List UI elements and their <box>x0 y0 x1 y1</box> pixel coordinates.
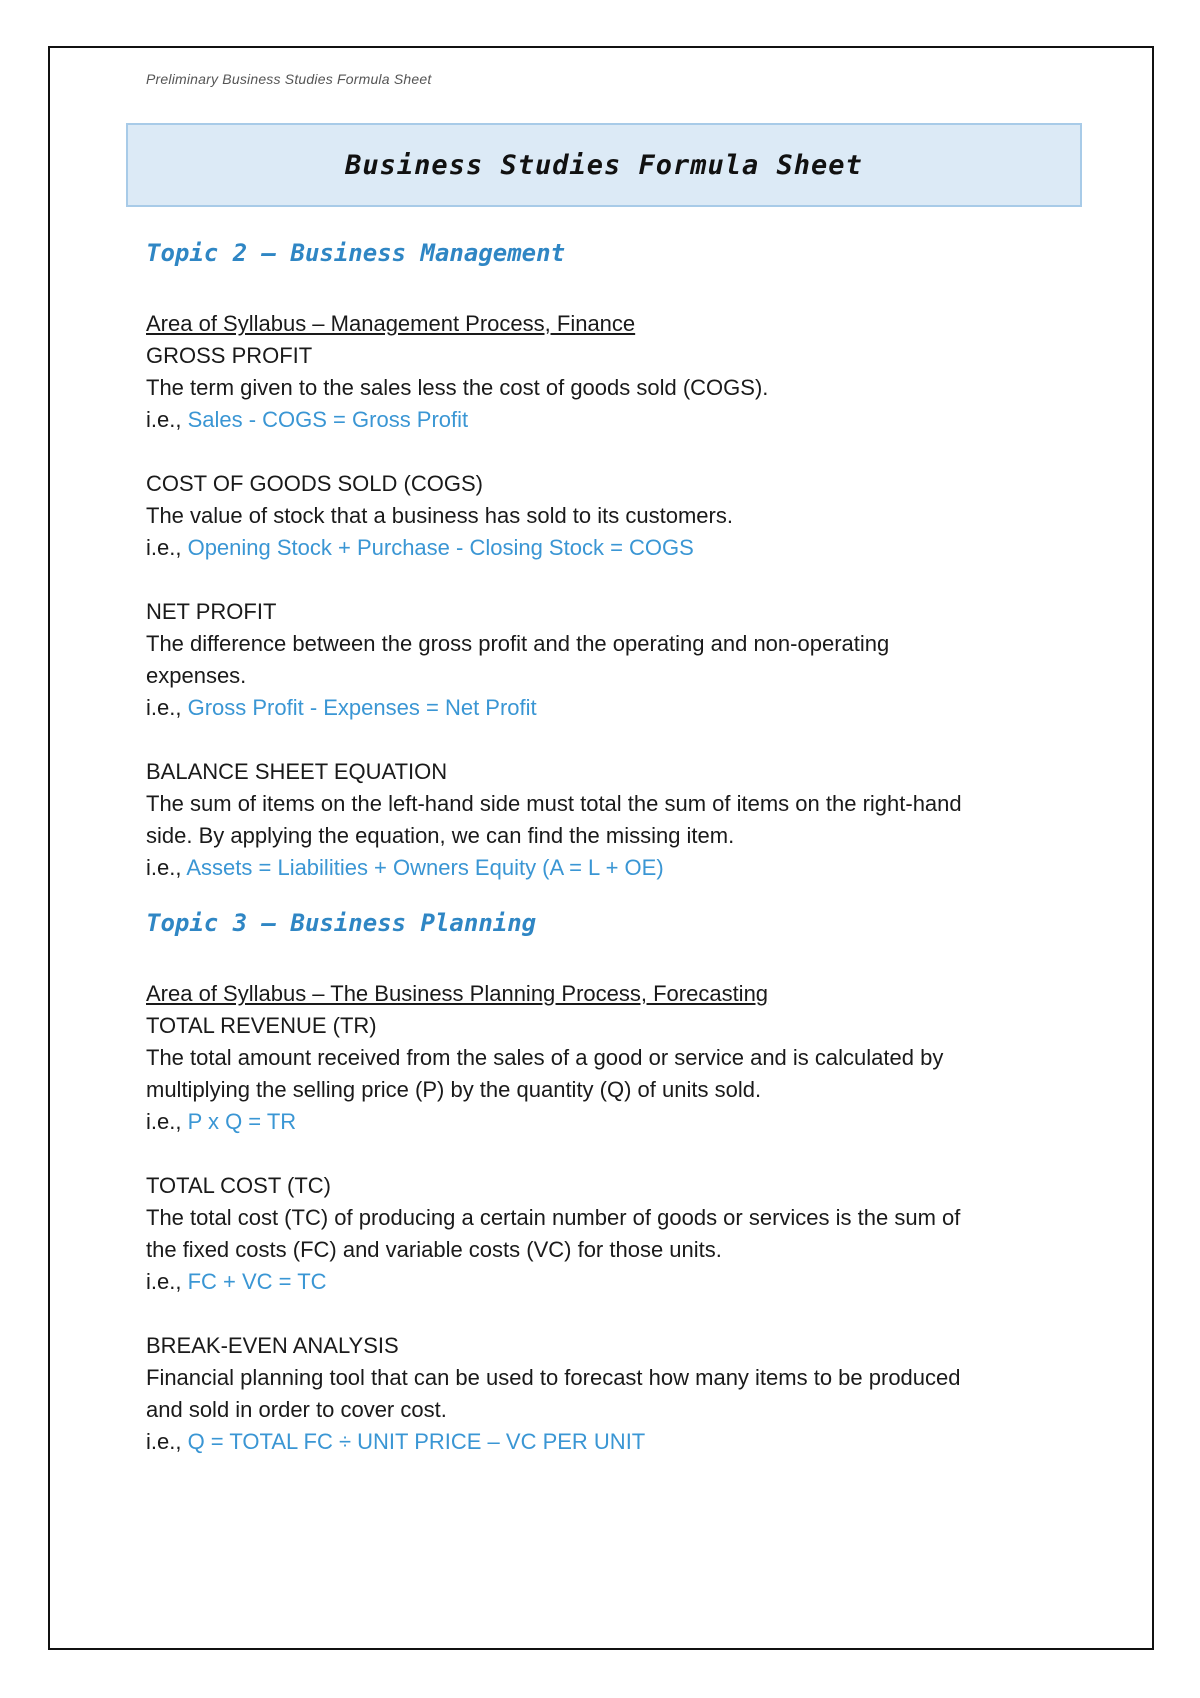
formula-prefix: i.e., <box>146 407 188 432</box>
topic-2-heading: Topic 2 – Business Management <box>146 239 566 267</box>
formula-name: TOTAL COST (TC) <box>146 1173 331 1198</box>
formula-expression: Sales - COGS = Gross Profit <box>187 407 469 432</box>
formula-gross-profit <box>146 340 1066 436</box>
formula-expression: Q = TOTAL FC ÷ UNIT PRICE – VC PER UNIT <box>187 1429 646 1454</box>
formula-description: The total amount received from the sales of a good or service and is calculated by <box>146 1045 944 1070</box>
formula-prefix: i.e., <box>146 1429 188 1454</box>
formula-prefix: i.e., <box>146 1269 188 1294</box>
formula-description: The total cost (TC) of producing a certain number of goods or services is the sum of <box>146 1205 961 1230</box>
formula-description: and sold in order to cover cost. <box>146 1397 447 1422</box>
formula-expression: Assets = Liabilities + Owners Equity (A = L + OE) <box>186 855 664 880</box>
formula-name: NET PROFIT <box>146 599 277 624</box>
formula-name: BALANCE SHEET EQUATION <box>146 759 448 784</box>
page-title: Business Studies Formula Sheet <box>345 149 863 181</box>
formula-description: Financial planning tool that can be used to forecast how many items to be produced <box>146 1365 961 1390</box>
running-header: Preliminary Business Studies Formula Sheet <box>146 71 432 87</box>
document-body <box>146 230 1066 1458</box>
formula-description: expenses. <box>146 663 247 688</box>
formula-description: The term given to the sales less the cost of goods sold (COGS). <box>146 375 769 400</box>
formula-prefix: i.e., <box>146 1109 188 1134</box>
formula-expression: P x Q = TR <box>187 1109 297 1134</box>
formula-name: GROSS PROFIT <box>146 343 313 368</box>
formula-break-even <box>146 1330 1066 1458</box>
formula-net-profit <box>146 596 1066 724</box>
formula-description: The difference between the gross profit and the operating and non-operating <box>146 631 890 656</box>
formula-description: the fixed costs (FC) and variable costs (VC) for those units. <box>146 1237 722 1262</box>
formula-prefix: i.e., <box>146 535 188 560</box>
formula-total-revenue <box>146 1010 1066 1138</box>
formula-description: side. By applying the equation, we can find the missing item. <box>146 823 735 848</box>
title-box <box>126 123 1082 207</box>
topic-3-heading: Topic 3 – Business Planning <box>146 909 537 937</box>
formula-expression: FC + VC = TC <box>187 1269 327 1294</box>
formula-name: BREAK-EVEN ANALYSIS <box>146 1333 399 1358</box>
formula-description: multiplying the selling price (P) by the quantity (Q) of units sold. <box>146 1077 762 1102</box>
formula-cogs <box>146 468 1066 564</box>
formula-prefix: i.e., <box>146 695 188 720</box>
formula-expression: Opening Stock + Purchase - Closing Stock = COGS <box>187 535 694 560</box>
formula-expression: Gross Profit - Expenses = Net Profit <box>187 695 537 720</box>
formula-description: The value of stock that a business has sold to its customers. <box>146 503 733 528</box>
formula-total-cost <box>146 1170 1066 1298</box>
formula-description: The sum of items on the left-hand side must total the sum of items on the right-hand <box>146 791 962 816</box>
formula-name: COST OF GOODS SOLD (COGS) <box>146 471 483 496</box>
formula-balance-sheet <box>146 756 1066 884</box>
topic-3-syllabus-area: Area of Syllabus – The Business Planning Process, Forecasting <box>146 981 769 1006</box>
formula-prefix: i.e., <box>146 855 187 880</box>
topic-2-syllabus-area: Area of Syllabus – Management Process, Finance <box>146 311 636 336</box>
formula-name: TOTAL REVENUE (TR) <box>146 1013 377 1038</box>
